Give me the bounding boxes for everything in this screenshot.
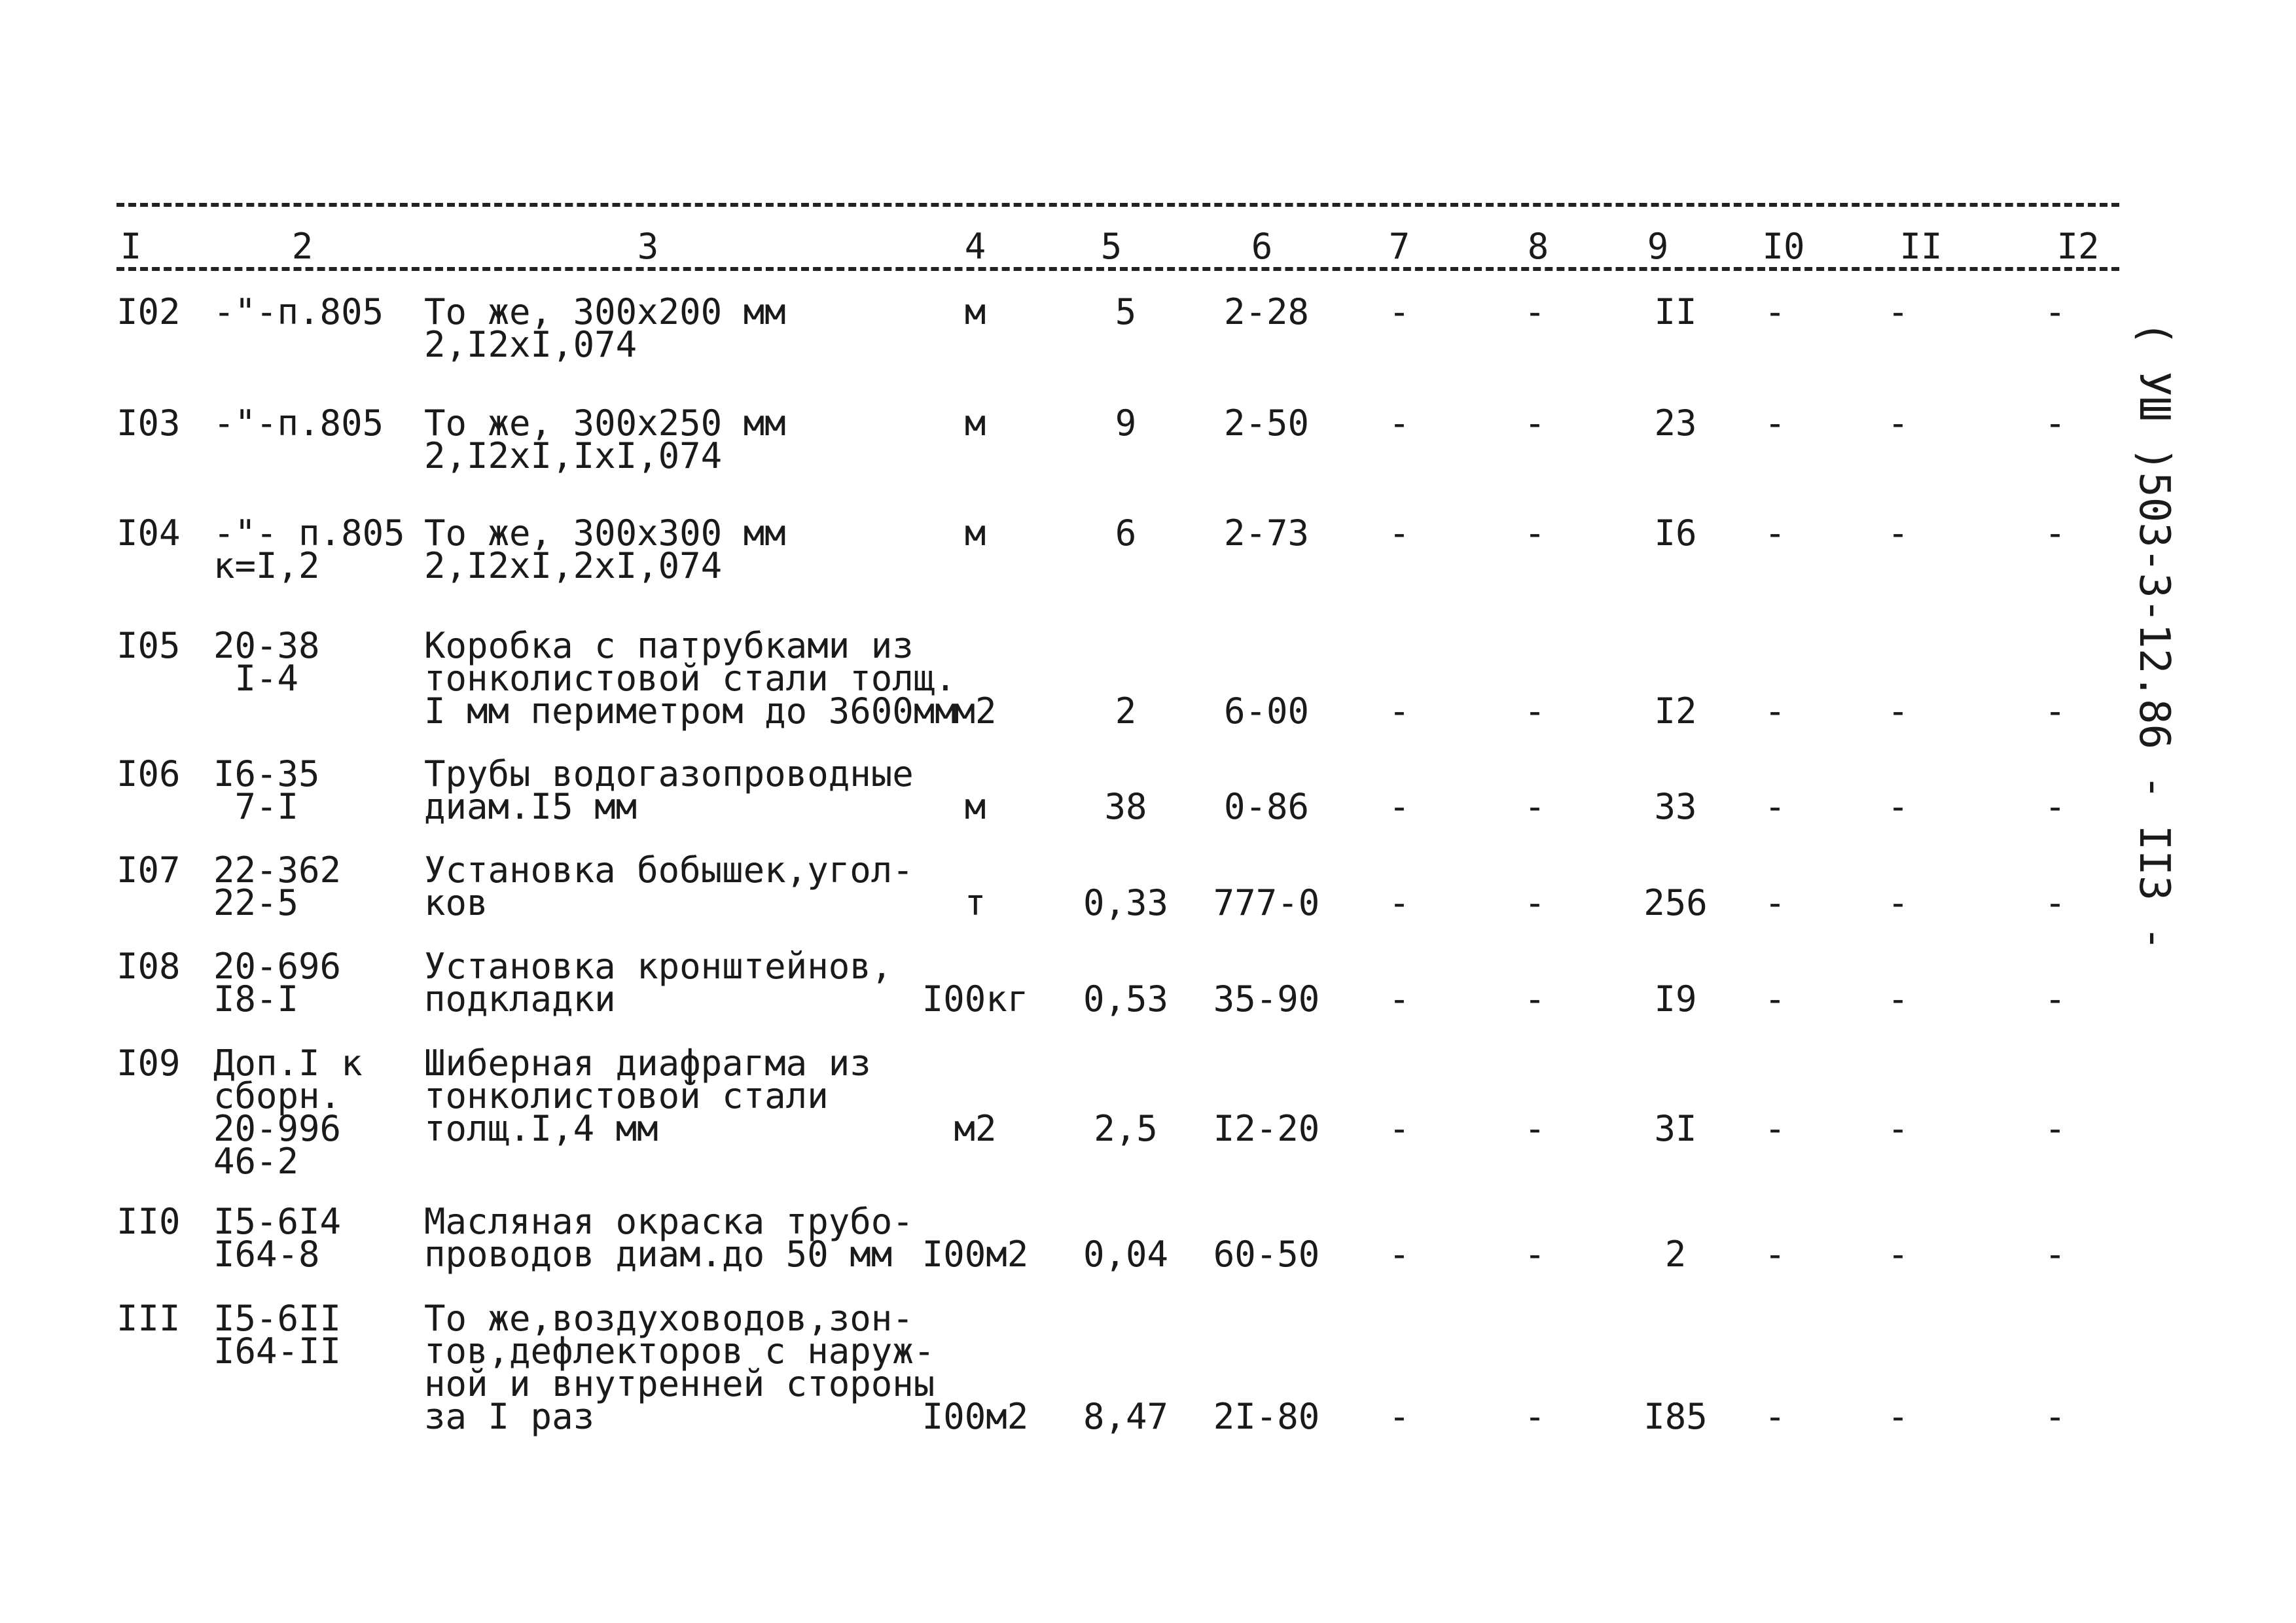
- column-10-value: -: [1764, 402, 1786, 444]
- unit-of-measure: т: [964, 882, 986, 923]
- column-header-8: 8: [1527, 226, 1549, 267]
- column-12-value: -: [2044, 402, 2066, 444]
- row-number: III: [117, 1298, 181, 1339]
- total-cost: 256: [1643, 882, 1708, 923]
- total-cost: 33: [1654, 786, 1697, 827]
- column-12-value: -: [2044, 291, 2066, 332]
- column-header-3: 3: [637, 226, 659, 267]
- work-description: Шиберная диафрагма из тонколистовой стали толщ.I,4 мм: [424, 1043, 871, 1149]
- column-10-value: -: [1764, 1234, 1786, 1275]
- quantity: 6: [1115, 512, 1137, 554]
- unit-price: 6-00: [1223, 690, 1310, 732]
- column-header-10: I0: [1762, 226, 1805, 267]
- column-8-value: -: [1524, 1234, 1546, 1275]
- work-description: Установка кронштейнов, подкладки: [424, 946, 893, 1020]
- row-number: I02: [117, 291, 181, 332]
- work-description: Трубы водогазопроводные диам.I5 мм: [424, 753, 914, 827]
- column-11-value: -: [1887, 978, 1909, 1020]
- column-header-9: 9: [1647, 226, 1669, 267]
- column-header-2: 2: [291, 226, 314, 267]
- unit-of-measure: I00м2: [922, 1234, 1029, 1275]
- unit-of-measure: I00м2: [922, 1396, 1029, 1437]
- column-10-value: -: [1764, 291, 1786, 332]
- column-12-value: -: [2044, 690, 2066, 732]
- unit-of-measure: м: [964, 291, 986, 332]
- document-code-label: ( УШ )503-3-12.86 - II3 -: [2130, 321, 2178, 952]
- quantity: 2,5: [1094, 1108, 1158, 1149]
- column-10-value: -: [1764, 1108, 1786, 1149]
- column-7-value: -: [1388, 1396, 1410, 1437]
- column-8-value: -: [1524, 1396, 1546, 1437]
- column-8-value: -: [1524, 690, 1546, 732]
- unit-of-measure: м: [964, 512, 986, 554]
- unit-of-measure: м: [964, 402, 986, 444]
- rate-code: I5-6I4 I64-8: [213, 1201, 342, 1275]
- column-header-4: 4: [964, 226, 986, 267]
- work-description: То же, 300х200 мм 2,I2хI,074: [424, 291, 786, 365]
- column-12-value: -: [2044, 1234, 2066, 1275]
- rate-code: I5-6II I64-II: [213, 1298, 342, 1372]
- column-8-value: -: [1524, 882, 1546, 923]
- column-header-1: I: [120, 226, 142, 267]
- work-description: То же,воздуховодов,зон- тов,дефлекторов с наруж- ной и внутренней стороны за I раз: [424, 1298, 935, 1437]
- column-header-11: II: [1899, 226, 1943, 267]
- row-number: I09: [117, 1043, 181, 1084]
- column-7-value: -: [1388, 1108, 1410, 1149]
- column-11-value: -: [1887, 291, 1909, 332]
- column-8-value: -: [1524, 978, 1546, 1020]
- column-header-6: 6: [1251, 226, 1273, 267]
- column-8-value: -: [1524, 786, 1546, 827]
- row-number: I03: [117, 402, 181, 444]
- row-number: I08: [117, 946, 181, 987]
- row-number: I05: [117, 625, 181, 666]
- unit-of-measure: м2: [954, 690, 997, 732]
- column-10-value: -: [1764, 512, 1786, 554]
- column-8-value: -: [1524, 1108, 1546, 1149]
- row-number: I04: [117, 512, 181, 554]
- rate-code: -"-п.805: [213, 402, 384, 444]
- total-cost: 2: [1664, 1234, 1687, 1275]
- unit-price: 2-73: [1223, 512, 1310, 554]
- column-10-value: -: [1764, 786, 1786, 827]
- unit-price: 35-90: [1213, 978, 1320, 1020]
- column-12-value: -: [2044, 512, 2066, 554]
- column-7-value: -: [1388, 402, 1410, 444]
- total-cost: 3I: [1654, 1108, 1697, 1149]
- column-12-value: -: [2044, 786, 2066, 827]
- quantity: 0,33: [1083, 882, 1169, 923]
- quantity: 5: [1115, 291, 1137, 332]
- column-7-value: -: [1388, 512, 1410, 554]
- unit-price: 60-50: [1213, 1234, 1320, 1275]
- unit-price: 2I-80: [1213, 1396, 1320, 1437]
- total-cost: II: [1654, 291, 1697, 332]
- column-11-value: -: [1887, 786, 1909, 827]
- column-header-5: 5: [1100, 226, 1122, 267]
- total-cost: I2: [1654, 690, 1697, 732]
- column-12-value: -: [2044, 1108, 2066, 1149]
- column-10-value: -: [1764, 882, 1786, 923]
- rate-code: -"- п.805 к=I,2: [213, 512, 405, 586]
- column-11-value: -: [1887, 1396, 1909, 1437]
- unit-price: 777-0: [1213, 882, 1320, 923]
- column-10-value: -: [1764, 1396, 1786, 1437]
- unit-of-measure: I00кг: [922, 978, 1029, 1020]
- unit-price: 0-86: [1223, 786, 1310, 827]
- rate-code: 22-362 22-5: [213, 849, 342, 923]
- column-7-value: -: [1388, 882, 1410, 923]
- column-8-value: -: [1524, 291, 1546, 332]
- column-8-value: -: [1524, 512, 1546, 554]
- column-7-value: -: [1388, 1234, 1410, 1275]
- total-cost: I85: [1643, 1396, 1708, 1437]
- rate-code: 20-38 I-4: [213, 625, 320, 699]
- column-11-value: -: [1887, 1108, 1909, 1149]
- column-10-value: -: [1764, 690, 1786, 732]
- column-7-value: -: [1388, 690, 1410, 732]
- work-description: Установка бобышек,угол- ков: [424, 849, 914, 923]
- column-11-value: -: [1887, 512, 1909, 554]
- unit-price: I2-20: [1213, 1108, 1320, 1149]
- work-description: То же, 300х300 мм 2,I2хI,2хI,074: [424, 512, 786, 586]
- column-12-value: -: [2044, 978, 2066, 1020]
- rate-code: Доп.I к сборн. 20-996 46-2: [213, 1043, 363, 1182]
- column-8-value: -: [1524, 402, 1546, 444]
- total-cost: I6: [1654, 512, 1697, 554]
- work-description: То же, 300х250 мм 2,I2хI,IхI,074: [424, 402, 786, 476]
- column-11-value: -: [1887, 1234, 1909, 1275]
- column-header-12: I2: [2056, 226, 2100, 267]
- column-header-7: 7: [1388, 226, 1410, 267]
- column-12-value: -: [2044, 882, 2066, 923]
- quantity: 38: [1104, 786, 1147, 827]
- column-7-value: -: [1388, 786, 1410, 827]
- column-11-value: -: [1887, 882, 1909, 923]
- work-description: Масляная окраска трубо- проводов диам.до 50 мм: [424, 1201, 914, 1275]
- rate-code: -"-п.805: [213, 291, 384, 332]
- top-rule: [117, 203, 2119, 207]
- column-12-value: -: [2044, 1396, 2066, 1437]
- total-cost: I9: [1654, 978, 1697, 1020]
- column-11-value: -: [1887, 402, 1909, 444]
- row-number: II0: [117, 1201, 181, 1242]
- quantity: 0,53: [1083, 978, 1169, 1020]
- column-11-value: -: [1887, 690, 1909, 732]
- work-description: Коробка с патрубками из тонколистовой стали толщ. I мм периметром до 3600мм: [424, 625, 956, 732]
- total-cost: 23: [1654, 402, 1697, 444]
- unit-of-measure: м: [964, 786, 986, 827]
- column-7-value: -: [1388, 978, 1410, 1020]
- rate-code: I6-35 7-I: [213, 753, 320, 827]
- unit-price: 2-50: [1223, 402, 1310, 444]
- row-number: I07: [117, 849, 181, 891]
- header-rule: [117, 267, 2119, 271]
- column-7-value: -: [1388, 291, 1410, 332]
- quantity: 2: [1115, 690, 1137, 732]
- column-10-value: -: [1764, 978, 1786, 1020]
- rate-code: 20-696 I8-I: [213, 946, 342, 1020]
- quantity: 0,04: [1083, 1234, 1169, 1275]
- unit-of-measure: м2: [954, 1108, 997, 1149]
- row-number: I06: [117, 753, 181, 794]
- unit-price: 2-28: [1223, 291, 1310, 332]
- quantity: 9: [1115, 402, 1137, 444]
- quantity: 8,47: [1083, 1396, 1169, 1437]
